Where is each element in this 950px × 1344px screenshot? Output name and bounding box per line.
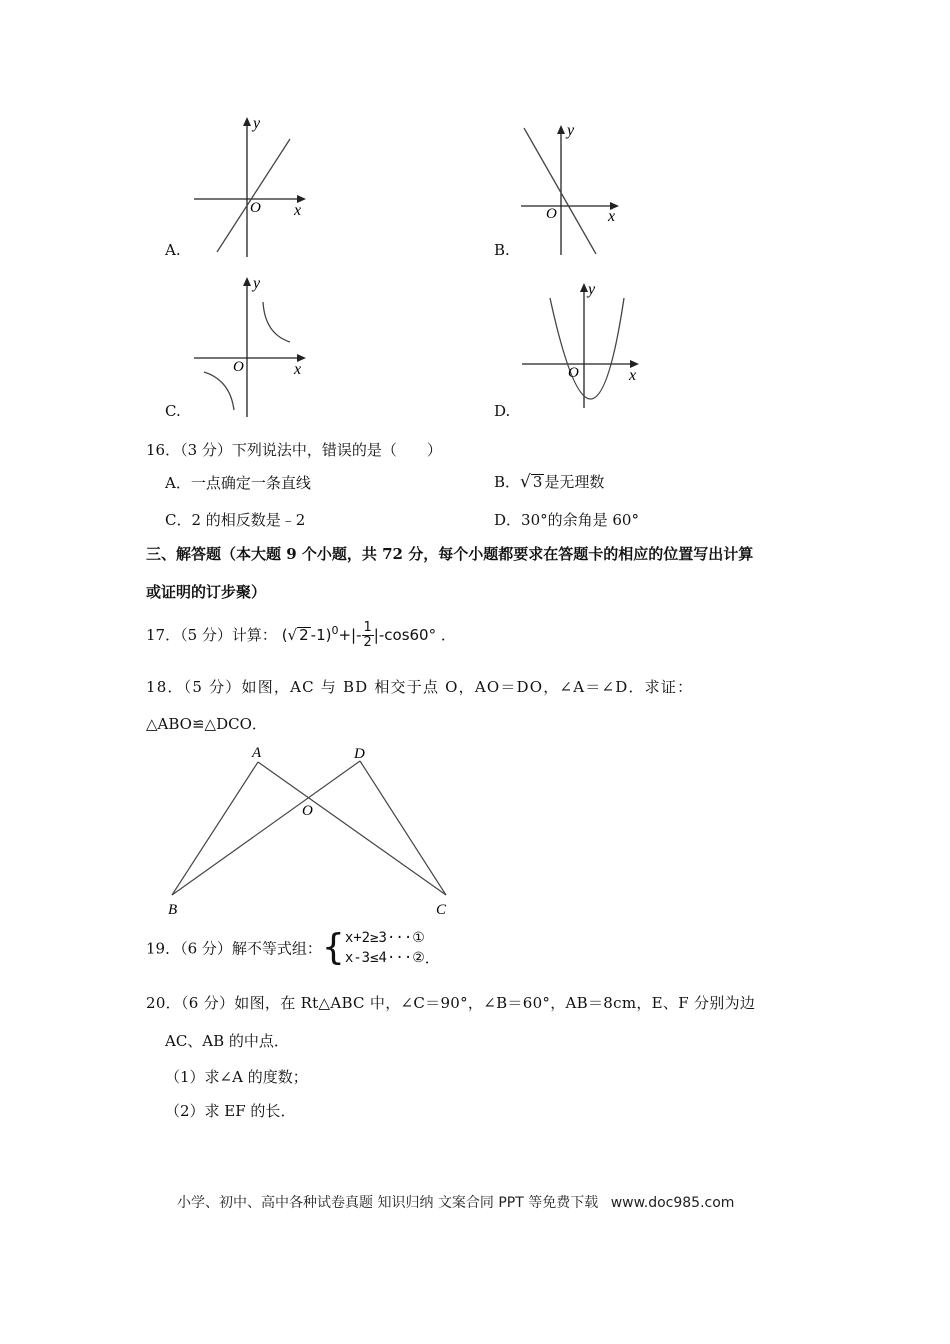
graph-b-label: B. <box>494 241 510 259</box>
graph-d-origin: O <box>568 365 579 381</box>
graph-d-parabola <box>550 298 624 399</box>
q17-plus-abs: +|- <box>338 626 362 644</box>
graph-c-y-label: y <box>253 275 261 292</box>
q19 <box>146 928 440 968</box>
q16-option-b-prefix: B． <box>494 473 521 491</box>
q17-exponent: 0 <box>331 624 339 637</box>
q18-line2: △ABO≌△DCO． <box>146 715 267 733</box>
graph-a-y-arrow <box>243 117 251 126</box>
q18-segment-db <box>172 761 360 895</box>
left-brace-icon: { <box>321 927 345 968</box>
q20-line1: 20．（6 分）如图，在 Rt△ABC 中，∠C＝90°，∠B＝60°，AB＝8cm，E、F 分别为边 <box>146 994 756 1012</box>
graph-c-curve-q1 <box>263 302 290 342</box>
graph-b-y-label: y <box>567 122 575 139</box>
footer <box>177 1192 734 1212</box>
graph-d-x-label: x <box>629 367 637 384</box>
q17-end: ． <box>440 626 456 644</box>
q16-option-a: A．一点确定一条直线 <box>165 474 311 492</box>
graph-a-y-label: y <box>253 115 261 132</box>
graph-a-origin: O <box>250 200 261 216</box>
footer-url[interactable]: www.doc985.com <box>610 1195 735 1211</box>
section3-heading-line1: 三、解答题（本大题 9 个小题，共 72 分，每个小题都要求在答题卡的相应的位置写出计算 <box>146 545 754 563</box>
q18-segment-ac <box>258 762 446 895</box>
q20-part1: （1）求∠A 的度数； <box>165 1068 308 1086</box>
q20-line2: AC、AB 的中点． <box>165 1032 289 1050</box>
graph-b-x-label: x <box>608 208 616 225</box>
q18-point-b: B <box>168 902 178 918</box>
graph-c-origin: O <box>233 359 244 375</box>
q17-mid: -1) <box>310 626 332 644</box>
graph-b-y-arrow <box>557 125 565 134</box>
q17 <box>146 621 456 650</box>
q17-radicand: 2 <box>299 626 309 644</box>
graph-c-y-arrow <box>243 277 251 286</box>
graph-a <box>190 112 320 262</box>
graph-b-line <box>524 128 596 254</box>
footer-text: 小学、初中、高中各种试卷真题 知识归纳 文案合同 PPT 等免费下载 <box>177 1195 599 1211</box>
q17-frac-den: 2 <box>363 635 372 650</box>
q19-inequality-1: x+2≥3···① <box>344 930 425 946</box>
q18-point-c: C <box>436 902 447 918</box>
q18-figure <box>160 742 460 922</box>
q17-tail: |-cos60° <box>373 626 437 644</box>
graph-a-line <box>217 139 290 252</box>
q20-part2: （2）求 EF 的长． <box>165 1102 296 1120</box>
q19-inequality-2: x-3≤4···② <box>344 950 425 966</box>
q16-option-d: D．30°的余角是 60° <box>494 511 639 529</box>
q18-point-o: O <box>302 803 313 819</box>
graph-d-y-arrow <box>580 283 588 292</box>
graph-c <box>190 272 320 422</box>
graph-a-label: A. <box>165 241 181 259</box>
sqrt-symbol: √ <box>287 626 298 644</box>
graph-d <box>518 280 653 410</box>
q18-line1: 18．（5 分）如图，AC 与 BD 相交于点 O，AO＝DO，∠A＝∠D．求证： <box>146 678 694 696</box>
q19-prefix: 19．（6 分）解不等式组： <box>146 939 322 958</box>
q16-option-b-suffix: 是无理数 <box>544 473 605 491</box>
graph-b <box>518 120 648 260</box>
graph-d-label: D. <box>494 402 511 420</box>
q19-end: ． <box>424 949 440 967</box>
section3-heading-line2: 或证明的订步聚） <box>146 583 267 601</box>
q18-point-a: A <box>252 745 262 761</box>
q18-point-d: D <box>354 746 365 762</box>
graph-a-x-label: x <box>294 202 302 219</box>
q16-option-b <box>494 471 604 492</box>
q17-frac-num: 1 <box>363 620 372 635</box>
graph-c-label: C. <box>165 402 181 420</box>
graph-d-y-label: y <box>588 281 596 298</box>
q16-stem: 16．（3 分）下列说法中，错误的是（ ） <box>146 441 442 459</box>
q16-option-c: C．2 的相反数是﹣2 <box>165 511 306 529</box>
sqrt-symbol: √ <box>520 472 531 492</box>
q17-prefix: 17．（5 分）计算： <box>146 626 277 644</box>
q17-open-paren: ( <box>281 626 288 644</box>
q17-expression <box>281 620 441 650</box>
q16-option-b-radicand: 3 <box>532 473 543 491</box>
q17-fraction <box>362 621 374 650</box>
q18-segment-dc <box>360 761 446 895</box>
graph-b-origin: O <box>546 206 557 222</box>
graph-c-x-label: x <box>294 361 302 378</box>
q19-system <box>345 928 425 968</box>
q18-segment-ab <box>172 762 258 895</box>
graph-c-curve-q3 <box>204 372 234 410</box>
